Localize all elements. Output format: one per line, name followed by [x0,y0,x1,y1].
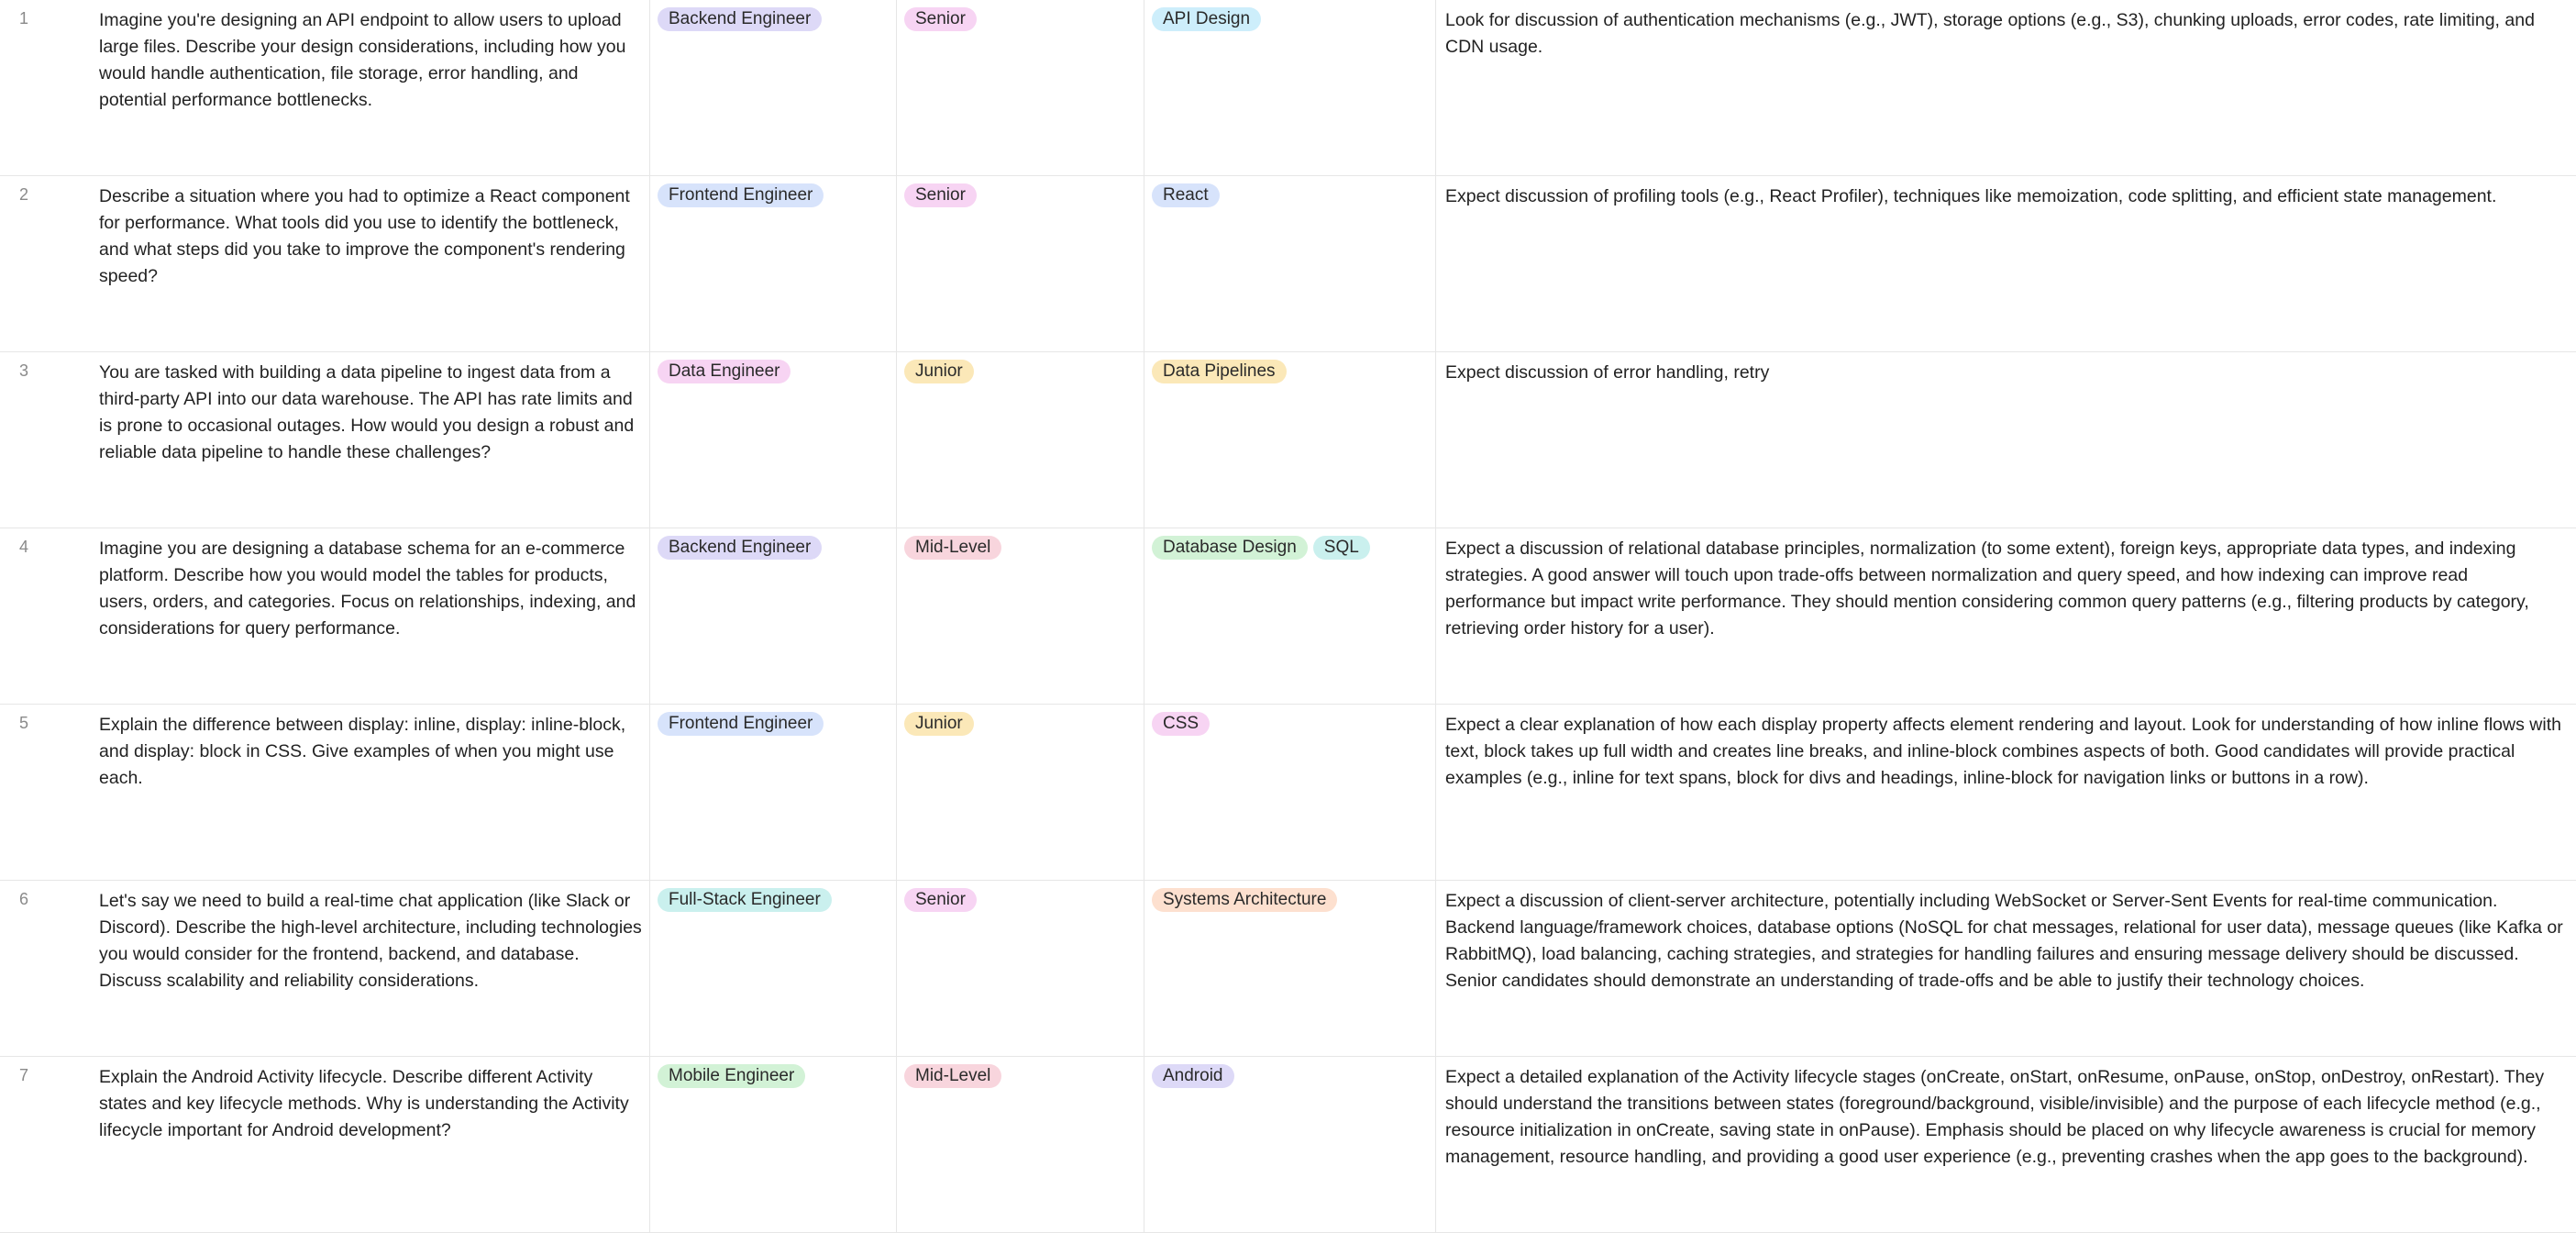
topic-tag: CSS [1152,712,1210,736]
role-cell[interactable] [649,881,896,1056]
topic-tag: Database Design [1152,536,1308,560]
table-row[interactable] [0,881,2576,1057]
question-cell[interactable]: Describe a situation where you had to optimize a React component for performance. What tools did you use to identify the bottleneck, and what steps did you take to improve the component's rendering speed? [99,186,630,286]
role-cell[interactable] [649,352,896,528]
question-cell[interactable]: Explain the difference between display: inline, display: inline-block, and display: block in CSS. Give examples of when you might use each. [99,715,626,788]
row-number: 5 [19,714,29,732]
topic-cell[interactable] [1144,881,1435,1056]
role-tag: Data Engineer [658,360,790,383]
row-number: 1 [19,9,29,28]
topic-cell[interactable] [1144,528,1435,704]
row-number: 4 [19,538,29,556]
row-number: 2 [19,185,29,204]
question-cell[interactable]: Imagine you are designing a database schema for an e-commerce platform. Describe how you would model the tables for products, users, orders, and categories. Focus on relationships, indexing, and considerations for query performance. [99,539,636,639]
role-cell[interactable] [649,528,896,704]
question-cell[interactable]: You are tasked with building a data pipeline to ingest data from a third-party API into our data warehouse. The API has rate limits and is prone to occasional outages. How would you design a robust and reliable data pipeline to handle these challenges? [99,362,635,462]
level-tag: Senior [904,7,977,31]
guidance-cell[interactable]: Expect discussion of error handling, retry [1435,352,2576,528]
topic-cell[interactable] [1144,705,1435,880]
row-number: 6 [19,890,29,908]
table-row[interactable] [0,1057,2576,1233]
role-cell[interactable] [649,176,896,351]
table-row[interactable] [0,176,2576,352]
topic-tag: API Design [1152,7,1261,31]
topic-cell[interactable] [1144,1057,1435,1232]
role-cell[interactable] [649,0,896,175]
level-cell[interactable] [896,881,1144,1056]
role-tag: Frontend Engineer [658,712,824,736]
role-tag: Backend Engineer [658,7,822,31]
role-cell[interactable] [649,1057,896,1232]
question-cell[interactable]: Imagine you're designing an API endpoint to allow users to upload large files. Describe your design considerations, including how you would handle authentication, file storage, error handling, and potential performance bottlenecks. [99,10,626,110]
row-number: 3 [19,361,29,380]
level-cell[interactable] [896,176,1144,351]
level-tag: Senior [904,183,977,207]
role-tag: Full-Stack Engineer [658,888,832,912]
guidance-cell[interactable]: Expect a detailed explanation of the Activity lifecycle stages (onCreate, onStart, onResume, onPause, onStop, onDestroy, onRestart). They should understand the transitions between states (foreground/background, visible/invisible) and the purpose of each lifecycle method (e.g., resource initialization in onCreate, saving state in onPause). Emphasis should be placed on why lifecycle awareness is crucial for memory management, resource handling, and providing a good user experience (e.g., preventing crashes when the app goes to the background). [1435,1057,2576,1232]
row-number: 7 [19,1066,29,1084]
guidance-cell[interactable]: Look for discussion of authentication mechanisms (e.g., JWT), storage options (e.g., S3), chunking uploads, error codes, rate limiting, and CDN usage. [1435,0,2576,175]
guidance-cell[interactable]: Expect discussion of profiling tools (e.g., React Profiler), techniques like memoization, code splitting, and efficient state management. [1435,176,2576,351]
question-cell[interactable]: Let's say we need to build a real-time chat application (like Slack or Discord). Describe the high-level architecture, including technologies you would consider for the frontend, backend, and database. Discuss scalability and reliability considerations. [99,891,642,991]
question-cell[interactable]: Explain the Android Activity lifecycle. Describe different Activity states and key lifecycle methods. Why is understanding the Activity lifecycle important for Android development? [99,1067,629,1140]
level-cell[interactable] [896,528,1144,704]
level-tag: Junior [904,360,974,383]
topic-cell[interactable] [1144,352,1435,528]
role-tag: Backend Engineer [658,536,822,560]
topic-tag: Android [1152,1064,1234,1088]
topic-tag: React [1152,183,1220,207]
guidance-cell[interactable]: Expect a discussion of relational database principles, normalization (to some extent), foreign keys, appropriate data types, and indexing strategies. A good answer will touch upon trade-offs between normalization and query speed, and how indexing can improve read performance but impact write performance. They should mention considering common query patterns (e.g., filtering products by category, retrieving order history for a user). [1435,528,2576,704]
guidance-cell[interactable]: Expect a discussion of client-server architecture, potentially including WebSocket or Server-Sent Events for real-time communication. Backend language/framework choices, database options (NoSQL for chat messages, relational for user data), message queues (like Kafka or RabbitMQ), load balancing, caching strategies, and strategies for handling failures and ensuring message delivery should be discussed. Senior candidates should demonstrate an understanding of trade-offs and be able to justify their technology choices. [1435,881,2576,1056]
table-row[interactable] [0,0,2576,176]
level-cell[interactable] [896,705,1144,880]
topic-tag: Data Pipelines [1152,360,1287,383]
topic-cell[interactable] [1144,176,1435,351]
level-tag: Junior [904,712,974,736]
level-cell[interactable] [896,352,1144,528]
guidance-cell[interactable]: Expect a clear explanation of how each display property affects element rendering and layout. Look for understanding of how inline flows with text, block takes up full width and creates line breaks, and inline-block combines aspects of both. Good candidates will provide practical examples (e.g., inline for text spans, block for divs and headings, inline-block for navigation links or buttons in a row). [1435,705,2576,880]
table-row[interactable] [0,705,2576,881]
level-tag: Mid-Level [904,536,1001,560]
topic-cell[interactable] [1144,0,1435,175]
role-cell[interactable] [649,705,896,880]
topic-tag: Systems Architecture [1152,888,1337,912]
level-cell[interactable] [896,0,1144,175]
role-tag: Frontend Engineer [658,183,824,207]
table-row[interactable] [0,528,2576,705]
role-tag: Mobile Engineer [658,1064,805,1088]
topic-tag: SQL [1313,536,1370,560]
level-cell[interactable] [896,1057,1144,1232]
level-tag: Senior [904,888,977,912]
table-row[interactable] [0,352,2576,528]
level-tag: Mid-Level [904,1064,1001,1088]
